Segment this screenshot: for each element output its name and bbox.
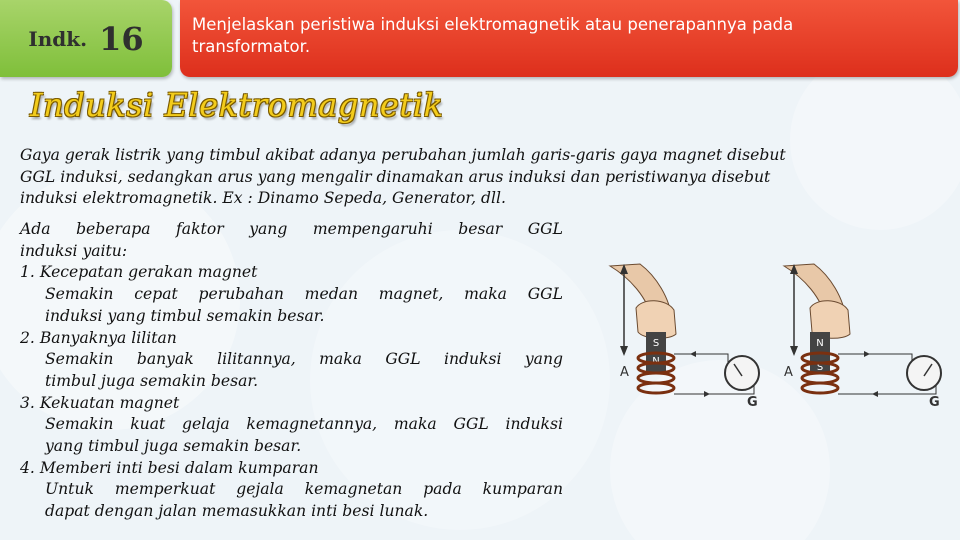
magnet-pole-label: N: [652, 356, 660, 367]
factor-description: Semakin banyak lilitannya, maka GGL induksi yang: [45, 350, 563, 369]
factors-intro: Ada beberapa faktor yang mempengaruhi besar GGL: [20, 220, 563, 238]
indicator-number-box: [0, 0, 172, 77]
definition-line: induksi elektromagnetik. Ex : Dinamo Sepeda, Generator, dll.: [20, 189, 506, 207]
induction-illustration: [600, 258, 960, 418]
right-setup: [784, 264, 941, 410]
galvanometer-dial: [907, 356, 941, 390]
factor-heading: 3. Kekuatan magnet: [20, 393, 180, 412]
galvanometer-label: G: [747, 395, 758, 410]
definition-line: Gaya gerak listrik yang timbul akibat adanya perubahan jumlah garis-garis gaya magnet disebut: [20, 146, 786, 164]
factor-description: yang timbul juga semakin besar.: [45, 437, 302, 456]
factors-intro: induksi yaitu:: [20, 241, 128, 260]
indicator-description-box: [180, 0, 958, 77]
definition-line: GGL induksi, sedangkan arus yang mengalir dinamakan arus induksi dan peristiwanya disebut: [20, 167, 771, 186]
factor-heading: 4. Memberi inti besi dalam kumparan: [20, 458, 319, 477]
indicator-number: 16: [99, 19, 144, 58]
factor-heading: 2. Banyaknya lilitan: [20, 328, 177, 347]
indicator-label: Indk.: [28, 26, 88, 51]
magnet-pole-label: S: [652, 338, 660, 349]
definition-paragraph: [20, 145, 920, 210]
galvanometer-label: G: [929, 395, 940, 410]
factor-description: Semakin kuat gelaja kemagnetannya, maka GGL induksi: [45, 415, 563, 434]
indicator-description: [192, 14, 932, 58]
magnet-pole-label: S: [816, 362, 824, 373]
left-setup: [610, 264, 759, 410]
factor-description: timbul juga semakin besar.: [45, 371, 259, 390]
factor-description: Semakin cepat perubahan medan magnet, maka GGL: [45, 285, 563, 304]
indicator-description-line: Menjelaskan peristiwa induksi elektromagnetik atau penerapannya pada: [192, 15, 794, 34]
factor-description: induksi yang timbul semakin besar.: [45, 306, 325, 325]
magnet-pole-label: N: [816, 338, 824, 349]
factor-description: dapat dengan jalan memasukkan inti besi lunak.: [45, 502, 429, 521]
factor-description: Untuk memperkuat gejala kemagnetan pada kumparan: [45, 480, 563, 499]
factors-list: [20, 219, 563, 523]
page-title: Induksi Elektromagnetik: [30, 86, 444, 124]
coil-label: A: [784, 365, 793, 380]
coil-label: A: [620, 365, 629, 380]
galvanometer-dial: [725, 356, 759, 390]
indicator-description-line: transformator.: [192, 37, 311, 56]
factor-heading: 1. Kecepatan gerakan magnet: [20, 263, 258, 282]
